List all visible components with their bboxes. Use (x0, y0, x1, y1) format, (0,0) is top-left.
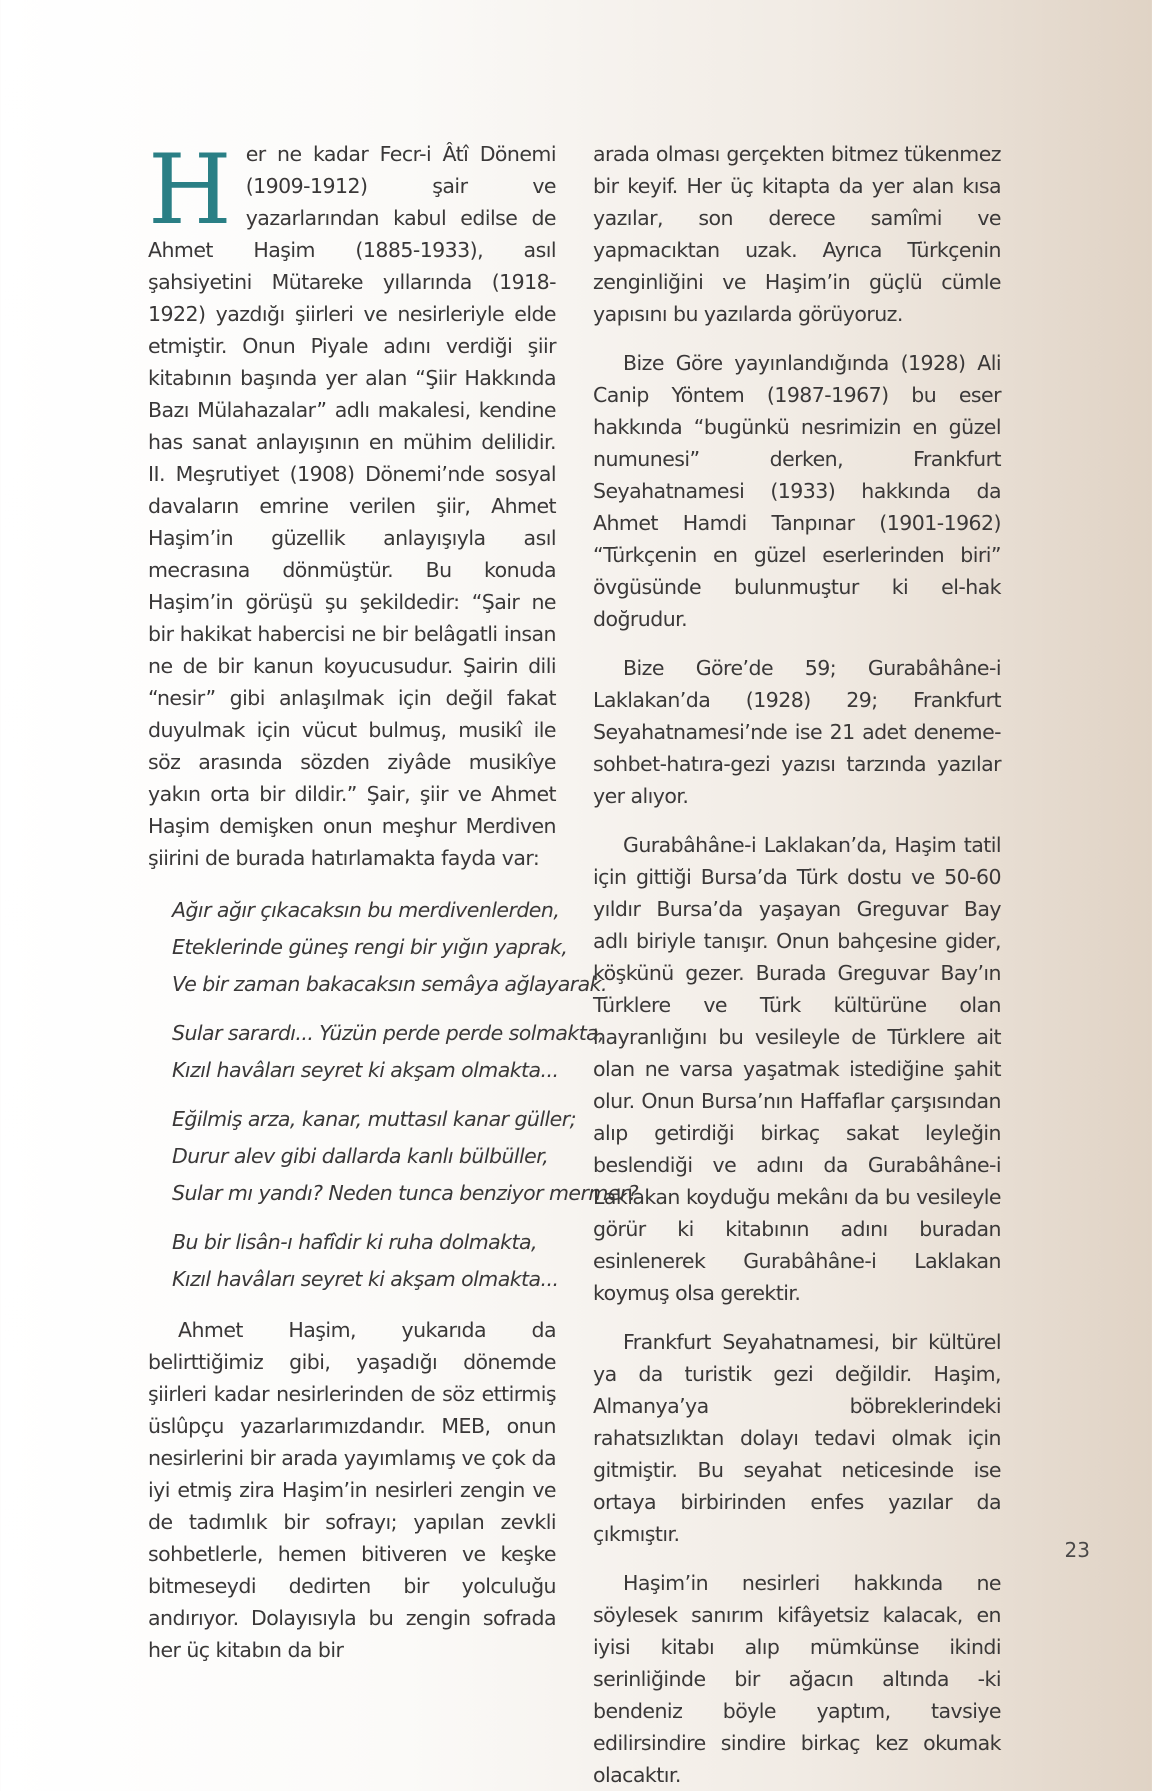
poem-line: Kızıl havâları seyret ki akşam olmakta... (172, 1058, 559, 1082)
poem-merdiven (172, 892, 639, 1298)
poem-line: Sular mı yandı? Neden tunca benziyor mermer? (172, 1181, 639, 1205)
page-number: 23 (1064, 1538, 1090, 1562)
body-paragraph: Ahmet Haşim, yukarıda da belirttiğimiz gibi, yaşadığı dönemde şiirleri kadar nesirlerinden de söz ettirmiş üslûpçu yazarlarımızdandır. MEB, onun nesirlerini bir arada yayımlamış ve çok da iyi etmiş zira Haşim’in nesirleri zengin ve de tadımlık bir sofrayı; yapılan zevkli sohbetlerle, hemen bitiveren ve keşke bitmeseydi dedirten bir yolculuğu andırıyor. Dolayısıyla bu zengin sofrada her üç kitabın da bir (148, 1318, 556, 1662)
poem-line: Kızıl havâları seyret ki akşam olmakta... (172, 1267, 559, 1291)
body-paragraph: Bize Göre’de 59; Gurabâhâne-i Laklakan’da (1928) 29; Frankfurt Seyahatnamesi’nde ise 21 adet deneme-sohbet-hatıra-gezi yazısı tarzında yazılar yer alıyor. (593, 656, 1001, 808)
poem-stanza (172, 1015, 605, 1089)
body-paragraph: Bize Göre yayınlandığında (1928) Ali Canip Yöntem (1987-1967) bu eser hakkında “bugünkü nesrimizin en güzel numunesi” derken, Frankfurt Seyahatnamesi (1933) hakkında da Ahmet Hamdi Tanpınar (1901-1962) “Türkçenin en güzel eserlerinden biri” övgüsünde bulunmuştur ki el-hak doğrudur. (593, 351, 1001, 631)
poem-line: Sular sarardı... Yüzün perde perde solmakta, (172, 1021, 605, 1045)
poem-line: Ve bir zaman bakacaksın semâya ağlayarak. (172, 972, 607, 996)
intro-paragraph (148, 134, 556, 874)
poem-stanza (172, 892, 607, 1003)
drop-cap: H (148, 134, 232, 246)
intro-text: er ne kadar Fecr-i Âtî Dönemi (1909-1912) şair ve yazarlarından kabul edilse de Ahmet Haşim (1885-1933), asıl şahsiyetini Mütareke yıllarında (1918-1922) yazdığı şiirleri ve nesirleriyle elde etmiştir. Onun Piyale adını verdiği şiir kitabının başında yer alan “Şiir Hakkında Bazı Mülahazalar” adlı makalesi, kendine has sanat anlayışının en mühim delilidir. II. Meşrutiyet (1908) Dönemi’nde sosyal davaların emrine verilen şiir, Ahmet Haşim’in güzellik anlayışıyla asıl mecrasına dönmüştür. Bu konuda Haşim’in görüşü şu şekildedir: “Şair ne bir hakikat habercisi ne bir belâgatli insan ne de bir kanun koyucusudur. Şairin dili “nesir” gibi anlaşılmak için değil fakat duyulmak için vücut bulmuş, musikî ile söz arasında sözden ziyâde musikîye yakın orta bir dildir.” Şair, şiir ve Ahmet Haşim demişken onun meşhur Merdiven şiirini de burada hatırlamakta fayda var: (148, 142, 556, 870)
left-column (148, 134, 639, 1666)
body-paragraph: Gurabâhâne-i Laklakan’da, Haşim tatil için gittiği Bursa’da Türk dostu ve 50-60 yıldır Bursa’da yaşayan Greguvar Bay adlı biriyle tanışır. Onun bahçesine gider, köşkünü gezer. Burada Greguvar Bay’ın Türklere ve Türk kültürüne olan hayranlığını bu vesileyle de Türklere ait olan ne varsa yaşatmak istediğine şahit olur. Onun Bursa’nın Haffaflar çarşısından alıp getirdiği birkaç sakat leyleğin beslendiği ve adını da Gurabâhâne-i Laklakan koyduğu mekânı da bu vesileyle görür ki kitabının adını buradan esinlenerek Gurabâhâne-i Laklakan koymuş olsa gerektir. (593, 833, 1001, 1305)
poem-line: Bu bir lisân-ı hafîdir ki ruha dolmakta, (172, 1230, 537, 1254)
poem-stanza (172, 1101, 639, 1212)
right-column (593, 138, 1001, 1791)
poem-stanza (172, 1224, 559, 1298)
body-paragraph: Haşim’in nesirleri hakkında ne söylesek sanırım kifâyetsiz kalacak, en iyisi kitabı alıp mümkünse ikindi serinliğinde bir ağacın altında -ki bendeniz böyle yaptım, tavsiye edilirsindire sindire birkaç kez okumak olacaktır. (593, 1571, 1001, 1787)
poem-line: Eğilmiş arza, kanar, muttasıl kanar güller; (172, 1107, 576, 1131)
body-paragraph-continued: arada olması gerçekten bitmez tükenmez bir keyif. Her üç kitapta da yer alan kısa yazılar, son derece samîmi ve yapmacıktan uzak. Ayrıca Türkçenin zenginliğini ve Haşim’in güçlü cümle yapısını bu yazılarda görüyoruz. (593, 142, 1001, 326)
poem-line: Eteklerinde güneş rengi bir yığın yaprak, (172, 935, 568, 959)
poem-line: Durur alev gibi dallarda kanlı bülbüller, (172, 1144, 549, 1168)
body-paragraph: Frankfurt Seyahatnamesi, bir kültürel ya da turistik gezi değildir. Haşim, Almanya’ya böbreklerindeki rahatsızlıktan dolayı tedavi olmak için gitmiştir. Bu seyahat neticesinde ise ortaya birbirinden enfes yazılar da çıkmıştır. (593, 1330, 1001, 1546)
poem-line: Ağır ağır çıkacaksın bu merdivenlerden, (172, 898, 560, 922)
